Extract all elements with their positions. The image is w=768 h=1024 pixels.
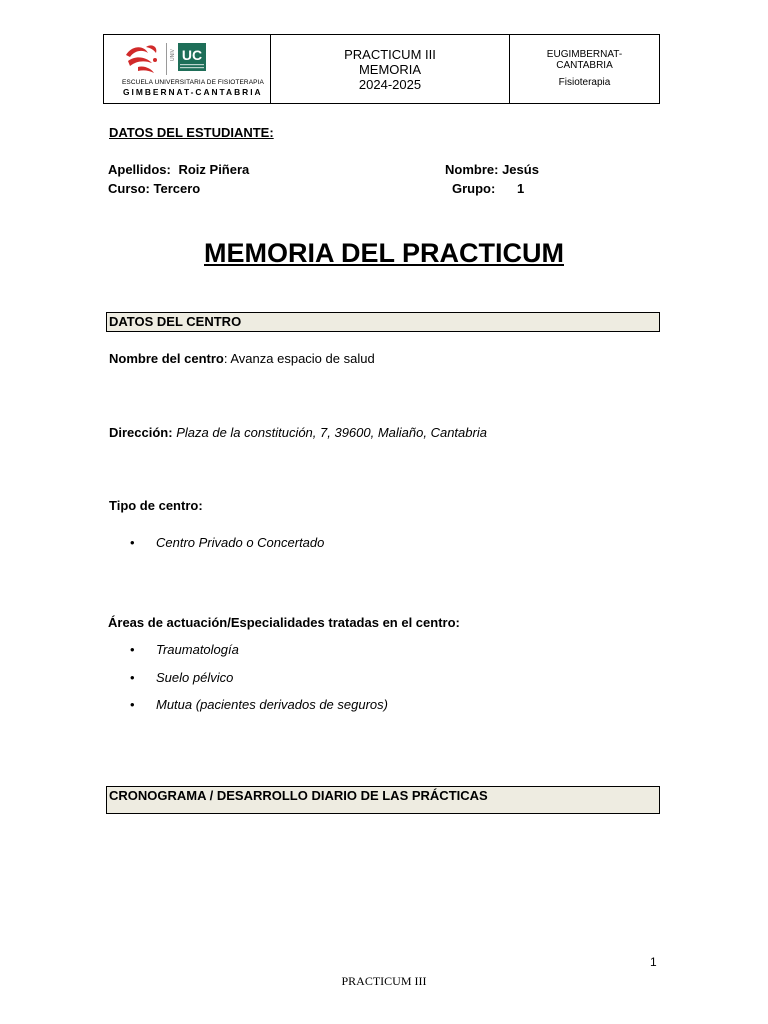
bullet-icon: • <box>130 670 135 685</box>
centro-nombre-label: Nombre del centro <box>109 351 224 366</box>
header-title-line-3: 2024-2025 <box>358 77 422 92</box>
curso-value: Tercero <box>153 181 201 196</box>
nombre-label: Nombre: <box>445 162 499 177</box>
bullet-icon: • <box>130 535 135 550</box>
tipo-item-text: Centro Privado o Concertado <box>156 535 325 550</box>
uc-mark: UC <box>181 47 203 63</box>
uc-logo-icon <box>178 43 206 71</box>
apellidos-value: Roiz Piñera <box>178 162 250 177</box>
list-item <box>130 697 388 712</box>
student-apellidos-row <box>108 162 249 177</box>
list-item <box>130 535 325 550</box>
centro-direccion-row <box>109 425 487 440</box>
list-item <box>130 670 234 685</box>
logo-school-line: ESCUELA UNIVERSITARIA DE FISIOTERAPIA <box>122 79 264 86</box>
svg-text:UNIV: UNIV <box>170 49 176 61</box>
centro-direccion-value: Plaza de la constitución, 7, 39600, Maliaño, Cantabria <box>176 425 487 440</box>
logo-cell <box>104 35 271 103</box>
institution-department: Fisioterapia <box>558 77 611 88</box>
main-title: MEMORIA DEL PRACTICUM <box>204 238 564 268</box>
nombre-value: Jesús <box>502 162 539 177</box>
centro-nombre-value: : Avanza espacio de salud <box>223 351 375 366</box>
curso-label: Curso: <box>108 181 150 196</box>
logo-brand-line: GIMBERNAT-CANTABRIA <box>123 87 263 97</box>
centro-direccion-label: Dirección: <box>109 425 173 440</box>
centro-nombre-row <box>109 351 375 366</box>
institution-line-1: EUGIMBERNAT- <box>546 49 623 60</box>
student-section-title: DATOS DEL ESTUDIANTE: <box>109 125 274 140</box>
area-item-text: Suelo pélvico <box>156 670 234 685</box>
centro-areas-label: Áreas de actuación/Especialidades tratadas en el centro: <box>108 615 460 630</box>
student-grupo-row <box>452 181 524 196</box>
area-item-text: Traumatología <box>156 642 239 657</box>
page-number: 1 <box>650 955 657 969</box>
area-item-text: Mutua (pacientes derivados de seguros) <box>156 697 388 712</box>
grupo-label: Grupo: <box>452 181 496 196</box>
bullet-icon: • <box>130 697 135 712</box>
institution-line-2: CANTABRIA <box>556 60 613 71</box>
gimbernat-emblem-icon <box>126 45 157 73</box>
header-title-cell <box>271 35 510 103</box>
student-nombre-row <box>445 162 539 177</box>
header-title-line-2: MEMORIA <box>358 62 422 77</box>
grupo-value: 1 <box>516 181 525 196</box>
page-footer: PRACTICUM III <box>341 974 427 988</box>
student-curso-row <box>108 181 200 196</box>
list-item <box>130 642 239 657</box>
centro-section-title: DATOS DEL CENTRO <box>106 312 660 332</box>
header-institution-cell <box>510 35 659 103</box>
cronograma-section-title: CRONOGRAMA / DESARROLLO DIARIO DE LAS PRÁCTICAS <box>106 786 660 814</box>
school-logo <box>118 39 238 79</box>
header-title-line-1: PRACTICUM III <box>344 47 436 62</box>
document-header <box>103 34 660 104</box>
apellidos-label: Apellidos: <box>108 162 171 177</box>
bullet-icon: • <box>130 642 135 657</box>
centro-tipo-label: Tipo de centro: <box>109 498 203 513</box>
